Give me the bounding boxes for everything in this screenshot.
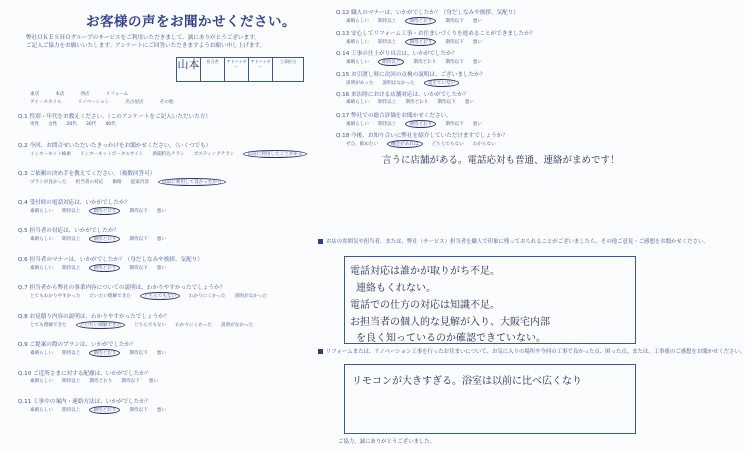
comment-line-4: お担当者の個人的な見解が入り、大阪宅内部 [350, 317, 550, 328]
answer-option[interactable]: 期待どおり [405, 17, 436, 25]
answer-option[interactable]: 期待以下 [129, 237, 148, 242]
answer-option[interactable]: 期待以上 [377, 100, 397, 105]
question-text: Q.9 ご提案の際のプランは、いかがでしたか？ [18, 342, 136, 348]
comment-line-3: 電話での仕方の対応は知識不足。 [350, 300, 500, 311]
reform-heading-text: リフォームまたは、リノベーション工事を行ったお住まいについて、お気に入りの場所や今回の工事で良かった点、困った点、または、工事後のご感想をお聞かせください。 [326, 349, 745, 355]
question-text: Q.14 工事の仕上がり具合は、いかがでしたか？ [336, 51, 458, 57]
answer-option[interactable]: 期待以上 [61, 351, 81, 356]
question-text: Q.8 お見積り内容の説明は、わかりやすかったでしょうか？ [18, 313, 170, 320]
answer-option[interactable]: 価格 [112, 180, 122, 185]
answer-option[interactable]: 素晴らしい [346, 39, 369, 45]
answer-option[interactable]: 悪い [464, 100, 474, 105]
answer-option[interactable]: 期待以下 [445, 39, 464, 45]
answer-option[interactable]: プランが良かった [30, 180, 67, 185]
answer-option[interactable]: どちらでもない [140, 292, 180, 300]
answer-option[interactable]: 悪い [472, 121, 482, 127]
answer-option[interactable]: 悪い [472, 39, 482, 45]
answer-option[interactable]: 期待どおり [413, 60, 437, 65]
answer-options [346, 79, 468, 87]
question-text: Q.10 ご近所さまに対する配慮は、いかがでしたか？ [18, 370, 151, 377]
answer-option[interactable]: 素晴らしい [346, 60, 369, 65]
answer-option[interactable]: 期待どおり [89, 235, 120, 243]
signature-label-2: アドバイザー [225, 58, 249, 81]
answer-option[interactable]: 期待以上 [378, 58, 404, 66]
answer-options [30, 207, 175, 215]
answer-option[interactable]: 素晴らしい [346, 19, 369, 24]
answer-option[interactable]: 期待どおり [405, 38, 436, 46]
answer-option[interactable]: 悪い [472, 19, 482, 24]
question-text: Q.4 受付時の電話対応は、いかがでしたか？ [18, 199, 131, 206]
answer-option[interactable]: 期待どおり [89, 349, 120, 357]
page-title: お客様の声をお聞かせください。 [86, 14, 296, 30]
answer-option[interactable]: 以前に利用して良かったから [158, 178, 226, 186]
answer-options [30, 150, 316, 158]
answer-options [30, 178, 235, 186]
question-text: Q.18 今後、お知り合いに弊社を紹介していただけますでしょうか？ [336, 133, 508, 139]
answer-option[interactable]: 素晴らしい [30, 351, 53, 356]
answer-options [346, 99, 483, 105]
answer-options [346, 38, 491, 46]
answer-option[interactable]: 期待以上 [61, 208, 81, 214]
answer-option[interactable]: わからない [472, 142, 496, 147]
answer-option[interactable]: 素晴らしい [346, 121, 369, 127]
bullet-icon [318, 349, 323, 354]
answer-options [30, 321, 262, 329]
answer-options [30, 121, 125, 127]
answer-option[interactable]: 素晴らしい [30, 208, 53, 214]
answer-option[interactable]: 悪い [156, 208, 166, 214]
answer-option[interactable]: 期待どおり [89, 207, 120, 215]
answer-option[interactable]: 期待以下 [121, 378, 140, 384]
bullet-icon [318, 239, 323, 244]
signature-label-1: 担当者 [201, 58, 225, 81]
answer-option[interactable]: 悪い [156, 265, 166, 271]
answer-option[interactable]: 覚えていない [424, 79, 460, 87]
answer-option[interactable]: インターネットポータルサイト [79, 151, 144, 157]
store-option[interactable]: 西店 [80, 92, 90, 97]
answer-options [346, 140, 505, 148]
question-text: Q.15 お引渡し時に次回の点検の説明は、ございましたか？ [336, 71, 486, 78]
store-option[interactable]: その他 [159, 100, 174, 105]
store-option[interactable]: 東店 [30, 92, 40, 97]
comment-line-2: 連絡もくれない。 [356, 283, 436, 294]
answer-option[interactable]: 期待以上 [61, 408, 81, 413]
answer-option[interactable]: 素晴らしい [30, 265, 53, 271]
handwritten-name: 山本 [177, 58, 201, 81]
store-option[interactable]: アイ・スタイル [30, 100, 62, 105]
answer-option[interactable]: だいたい理解できた [76, 321, 125, 329]
answer-option[interactable]: ぜひ、勧めたい [346, 142, 378, 147]
answer-option[interactable]: 悪い [472, 60, 482, 65]
question-text: Q.5 担当者の対応は、いかがでしたか？ [18, 228, 120, 234]
answer-option[interactable]: 期待どおり [89, 378, 113, 384]
answer-option[interactable]: 期待以上 [61, 378, 81, 384]
answer-option[interactable]: わかりにくかった [175, 322, 213, 328]
answer-options [30, 378, 167, 384]
question-text: Q.13 安心してリフォーム工事・お住まいづくりを進めることができましたか？ [336, 30, 536, 37]
answer-option[interactable]: 期待以上 [377, 19, 397, 24]
answer-option[interactable]: 女性 [48, 122, 58, 127]
answer-option[interactable]: わかりにくかった [189, 294, 226, 299]
answer-option[interactable]: 期待どおり [405, 100, 429, 105]
answer-option[interactable]: 悪い [156, 408, 166, 413]
answer-option[interactable]: 期待どおり [89, 406, 120, 414]
answer-option[interactable]: 20代 [66, 122, 77, 127]
answer-options [30, 264, 175, 272]
question-text: Q.6 担当者のマナーは、いかがでしたか？（身だしなみや挨拶、気配り） [18, 256, 203, 263]
reform-heading [318, 348, 745, 356]
question-text: Q.12 職人のマナーは、いかがでしたか？（身だしなみや挨拶、気配り） [336, 10, 519, 16]
answer-option[interactable]: 機会があれば [387, 140, 423, 148]
answer-option[interactable]: 期待以上 [377, 121, 397, 127]
store-options [30, 91, 189, 107]
answer-option[interactable]: 担当者の対応 [75, 180, 104, 185]
store-option[interactable]: リフォーム [105, 92, 129, 97]
store-option[interactable]: 本店 [55, 92, 65, 97]
answer-option[interactable]: 説明がなかった [234, 294, 267, 299]
answer-option[interactable]: 期待以上 [61, 265, 81, 271]
intro-line-1: 弊社ＯＫＥＳＨＯグループのサービスをご利用いただきまして、誠にありがとうございます。 [26, 35, 260, 41]
answer-options [346, 17, 491, 25]
answer-option[interactable]: 期待以下 [129, 351, 148, 356]
answer-options [346, 120, 491, 128]
answer-option[interactable]: 期待以下 [437, 100, 456, 105]
answer-option[interactable]: 30代 [85, 122, 97, 127]
answer-options [30, 349, 175, 357]
question-text: Q.7 担当者から弊社の事業内容についての説明は、わかりやすかったでしょうか？ [18, 285, 226, 291]
answer-option[interactable]: どちらでもない [134, 322, 167, 328]
question-text: Q.11 工事中の案内・連絡方法は、いかがでしたか？ [18, 399, 151, 405]
question-text: Q.3 ご依頼の決め手を教えてください。（複数回答可） [18, 171, 156, 177]
comment-heading-text: お店の雰囲気や担当者、または、弊社（サービス）担当者を職人で印象に残っておられることがございましたら、その他ご意見・ご感想をお聞かせください。 [326, 239, 709, 245]
answer-options [346, 58, 491, 66]
reform-handwritten-answer: リモコンが大きすぎる。浴室は以前に比べ広くなり [352, 376, 582, 387]
answer-option[interactable]: 期待以下 [445, 19, 464, 24]
question-text: Q.16 来店時における店舗対応は、いかがでしたか？ [336, 92, 469, 98]
answer-option[interactable]: 40代 [105, 122, 116, 127]
question-text: Q.2 今回、お問合せいただいたきっかけをお聞かせください。（いくつでも） [18, 142, 212, 149]
answer-option[interactable]: 期待以下 [129, 208, 148, 214]
answer-option[interactable]: 新聞折込チラシ [152, 151, 185, 157]
answer-option[interactable]: ポスティングチラシ [193, 151, 235, 157]
answer-option[interactable]: 期待以上 [61, 237, 81, 242]
answer-option[interactable]: 期待以下 [129, 265, 148, 271]
comment-heading [318, 238, 709, 246]
answer-option[interactable]: 悪い [156, 237, 166, 242]
store-option[interactable]: リノベーション [77, 100, 110, 105]
intro-text [26, 34, 318, 50]
answer-option[interactable]: 説明があった [346, 80, 374, 86]
store-option[interactable]: 名古屋店 [125, 100, 144, 105]
answer-option[interactable]: とてもわかりやすかった [30, 294, 81, 299]
answer-option[interactable]: どちらでもない [431, 142, 464, 147]
answer-option[interactable]: 期待以上 [377, 39, 397, 45]
signature-stamp-table [176, 57, 304, 82]
answer-option[interactable]: インターネット検索 [30, 151, 71, 157]
answer-option[interactable]: 素晴らしい [346, 100, 369, 105]
answer-option[interactable]: 素晴らしい [30, 378, 53, 384]
q16-handwritten-answer: 言うに店舗がある。電話応対も普通、連絡がまめです！ [382, 155, 620, 166]
answer-option[interactable]: 期待どおり [405, 120, 436, 128]
answer-option[interactable]: 素晴らしい [30, 237, 53, 242]
comment-line-5: を良く知っているのか確認できていない。 [356, 333, 546, 344]
signature-label-4: 工事担当 [280, 59, 296, 64]
answer-options [30, 292, 276, 300]
question-text: Q.1 性別・年代をお教えください。（このアンケートをご記入いただいた方） [18, 114, 211, 120]
closing-text: ご協力、誠にありがとうございました。 [338, 439, 436, 445]
answer-options [30, 235, 175, 243]
answer-option[interactable]: 期待以下 [129, 408, 148, 413]
answer-option[interactable]: 提案内容 [130, 180, 149, 185]
answer-option[interactable]: 男性 [30, 122, 40, 127]
answer-option[interactable]: とても理解できた [30, 322, 67, 328]
signature-label-3: アドバイザー [249, 58, 273, 81]
answer-option[interactable]: 悪い [156, 351, 166, 356]
answer-option[interactable]: 説明はなかった [382, 80, 415, 86]
answer-option[interactable]: 説明がなかった [221, 322, 254, 328]
intro-line-2: ご記入ご協力をお願いいたします。アンケートにご回答いただきますようお願い申し上げます。 [26, 43, 266, 49]
answer-option[interactable]: 期待以下 [445, 121, 464, 127]
answer-option[interactable]: だいたい理解できた [89, 294, 131, 299]
answer-option[interactable]: 以前に利用したことがある [243, 150, 306, 158]
answer-options [30, 406, 175, 414]
question-text: Q.17 弊社での総合評価をお聞かせください。 [336, 112, 452, 119]
answer-option[interactable]: 素晴らしい [30, 408, 53, 413]
comment-line-1: 電話対応は誰かが取りがち不足。 [350, 266, 500, 277]
answer-option[interactable]: 期待以下 [445, 60, 464, 65]
answer-option[interactable]: 悪い [148, 378, 158, 384]
answer-option[interactable]: 期待どおり [89, 264, 120, 272]
